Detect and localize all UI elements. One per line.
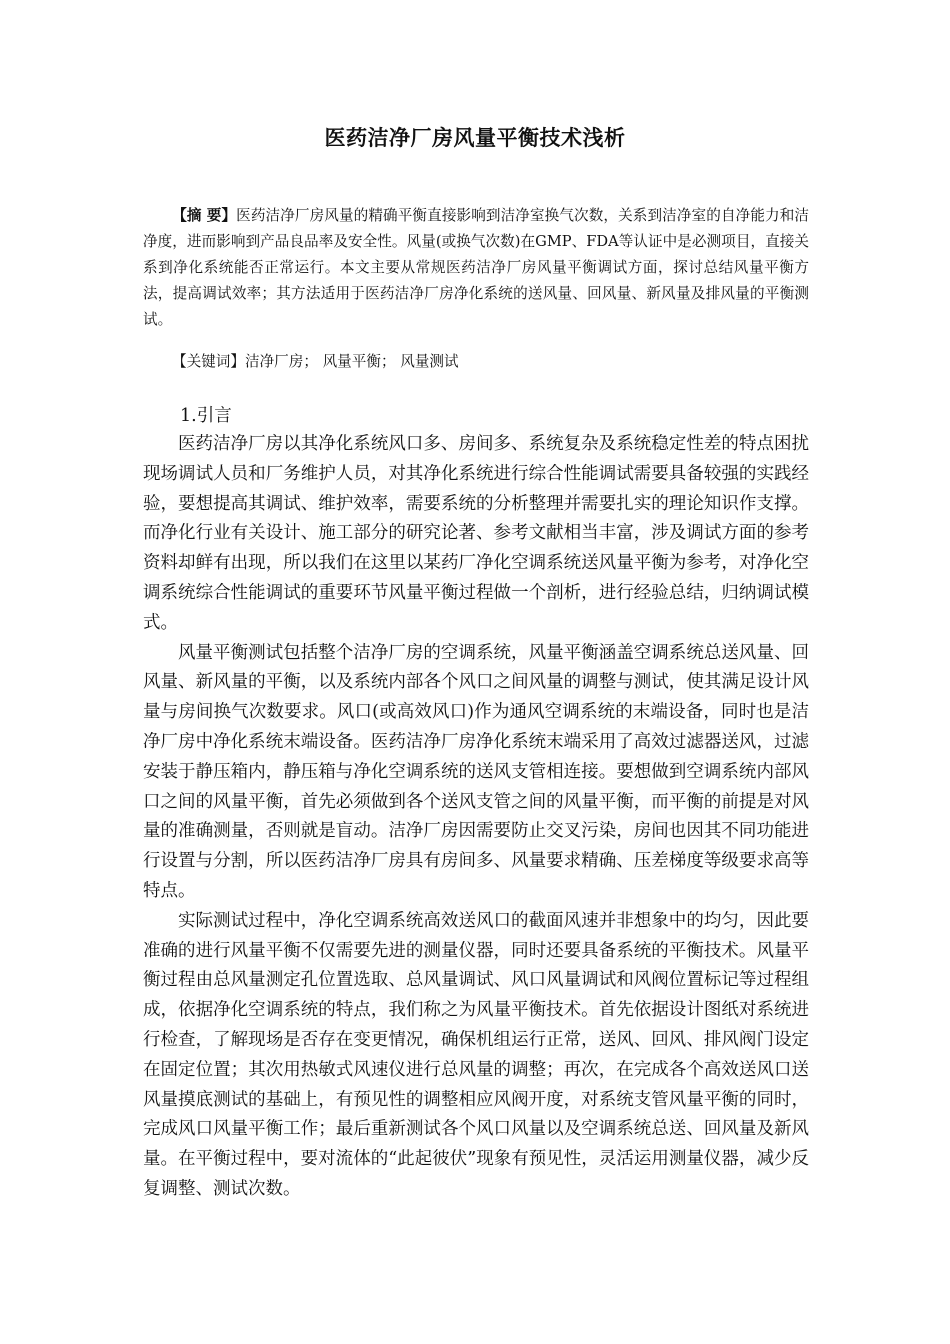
document-title: 医药洁净厂房风量平衡技术浅析 [324,125,626,150]
abstract-label: 【摘 要】 [172,207,237,224]
body-paragraph: 医药洁净厂房以其净化系统风口多、房间多、系统复杂及系统稳定性差的特点困扰现场调试人员和厂务维护人员，对其净化系统进行综合性能调试需要具备较强的实践经验，要想提高其调试、维护效率，需要系统的分析整理并需要扎实的理论知识作支撑。而净化行业有关设计、施工部分的研究论著、参考文献相当丰富，涉及调试方面的参考资料却鲜有出现，所以我们在这里以某药厂净化空调系统送风量平衡为参考，对净化空调系统综合性能调试的重要环节风量平衡过程做一个剖析，进行经验总结，归纳调试模式。 [143,434,809,633]
keywords-block [172,349,809,375]
body-paragraph: 实际测试过程中，净化空调系统高效送风口的截面风速并非想象中的均匀，因此要准确的进行风量平衡不仅需要先进的测量仪器，同时还要具备系统的平衡技术。风量平衡过程由总风量测定孔位置选取、总风量调试、风口风量调试和风阀位置标记等过程组成，依据净化空调系统的特点，我们称之为风量平衡技术。首先依据设计图纸对系统进行检查，了解现场是否存在变更情况，确保机组运行正常，送风、回风、排风阀门设定在固定位置；其次用热敏式风速仪进行总风量的调整；再次，在完成各个高效送风口送风量摸底测试的基础上，有预见性的调整相应风阀开度，对系统支管风量平衡的同时，完成风口风量平衡工作；最后重新测试各个风口风量以及空调系统总送、回风量及新风量。在平衡过程中，要对流体的“此起彼伏”现象有预见性，灵活运用测量仪器，减少反复调整、测试次数。 [143,910,809,1199]
section-body [143,430,809,1205]
keywords-text: 洁净厂房； 风量平衡； 风量测试 [244,353,459,370]
keywords-label: 【关键词】 [172,353,245,370]
abstract-text: 医药洁净厂房风量的精确平衡直接影响到洁净室换气次数，关系到洁净室的自净能力和洁净度，进而影响到产品良品率及安全性。风量(或换气次数)在GMP、FDA等认证中是必测项目，直接关系到净化系统能否正常运行。本文主要从常规医药洁净厂房风量平衡调试方面，探讨总结风量平衡方法，提高调试效率；其方法适用于医药洁净厂房净化系统的送风量、回风量、新风量及排风量的平衡测试。 [143,207,809,328]
body-paragraph: 风量平衡测试包括整个洁净厂房的空调系统，风量平衡涵盖空调系统总送风量、回风量、新风量的平衡，以及系统内部各个风口之间风量的调整与测试，使其满足设计风量与房间换气次数要求。风口(或高效风口)作为通风空调系统的末端设备，同时也是洁净厂房中净化系统末端设备。医药洁净厂房净化系统末端采用了高效过滤器送风，过滤安装于静压箱内，静压箱与净化空调系统的送风支管相连接。要想做到空调系统内部风口之间的风量平衡，首先必须做到各个送风支管之间的风量平衡，而平衡的前提是对风量的准确测量，否则就是盲动。洁净厂房因需要防止交叉污染，房间也因其不同功能进行设置与分割，所以医药洁净厂房具有房间多、风量要求精确、压差梯度等级要求高等特点。 [143,642,809,901]
abstract-block [143,203,809,333]
section-heading: 1.引言 [180,406,232,426]
